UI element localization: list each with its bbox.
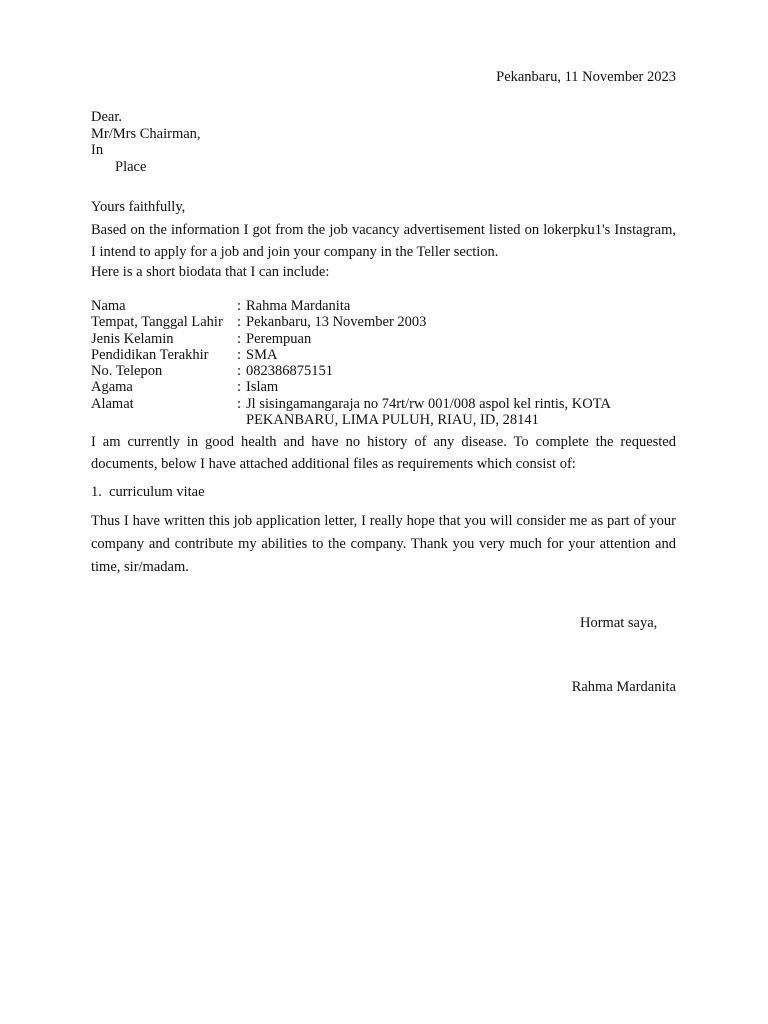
greeting: Yours faithfully, bbox=[91, 199, 186, 215]
biodata-row bbox=[91, 347, 676, 363]
biodata-row bbox=[91, 298, 676, 314]
biodata-row bbox=[91, 379, 676, 395]
address-line-2: PEKANBARU, LIMA PULUH, RIAU, ID, 28141 bbox=[246, 412, 539, 429]
list-item bbox=[91, 483, 205, 501]
biodata-label: Alamat bbox=[91, 395, 134, 412]
biodata-label: Jenis Kelamin bbox=[91, 330, 174, 347]
intro-paragraph: Based on the information I got from the job vacancy advertisement listed on lokerpku1's Instagram, I intend to apply for a job and join your company in the Teller section. bbox=[91, 222, 676, 260]
biodata-value: 082386875151 bbox=[246, 363, 333, 380]
biodata-colon: : bbox=[237, 363, 242, 380]
biodata-colon: : bbox=[237, 314, 242, 331]
regards: Hormat saya, bbox=[580, 615, 658, 631]
biodata-value: Perempuan bbox=[246, 330, 312, 347]
biodata-colon: : bbox=[237, 379, 242, 396]
requirements-list bbox=[91, 483, 205, 501]
biodata-row bbox=[91, 363, 676, 379]
list-text: curriculum vitae bbox=[109, 484, 205, 500]
biodata-value: Islam bbox=[246, 379, 279, 396]
biodata-value: SMA bbox=[246, 346, 278, 363]
biodata-row bbox=[91, 314, 676, 330]
recipient-block bbox=[91, 109, 201, 175]
address-line-1: Jl sisingamangaraja no 74rt/rw 001/008 aspol kel rintis, KOTA bbox=[246, 395, 611, 412]
biodata-value bbox=[246, 396, 676, 429]
letter-date: Pekanbaru, 11 November 2023 bbox=[496, 69, 676, 85]
signature-name: Rahma Mardanita bbox=[571, 679, 676, 695]
biodata-label: Tempat, Tanggal Lahir bbox=[91, 314, 223, 331]
biodata-row bbox=[91, 331, 676, 347]
biodata-label: Nama bbox=[91, 298, 126, 314]
biodata-label: Pendidikan Terakhir bbox=[91, 346, 209, 363]
biodata-colon: : bbox=[237, 395, 242, 412]
biodata-colon: : bbox=[237, 298, 242, 314]
biodata-label: No. Telepon bbox=[91, 363, 163, 380]
recipient-in: In bbox=[91, 142, 104, 158]
list-number: 1. bbox=[91, 484, 102, 500]
recipient-title: Mr/Mrs Chairman, bbox=[91, 125, 201, 142]
recipient-place: Place bbox=[115, 158, 147, 175]
biodata-value: Rahma Mardanita bbox=[246, 298, 351, 314]
biodata-lead: Here is a short biodata that I can include: bbox=[91, 264, 330, 280]
closing-paragraph: Thus I have written this job application letter, I really hope that you will consider me as part of your company and contribute my abilities to the company. Thank you very much for your attention and time, sir/madam. bbox=[91, 513, 676, 575]
salutation: Dear. bbox=[91, 109, 122, 125]
biodata-table bbox=[91, 298, 676, 428]
biodata-colon: : bbox=[237, 346, 242, 363]
biodata-value: Pekanbaru, 13 November 2003 bbox=[246, 314, 427, 331]
biodata-colon: : bbox=[237, 330, 242, 347]
biodata-row bbox=[91, 396, 676, 429]
biodata-label: Agama bbox=[91, 379, 133, 396]
health-paragraph: I am currently in good health and have no history of any disease. To complete the requested documents, below I have attached additional files as requirements which consist of: bbox=[91, 434, 676, 472]
